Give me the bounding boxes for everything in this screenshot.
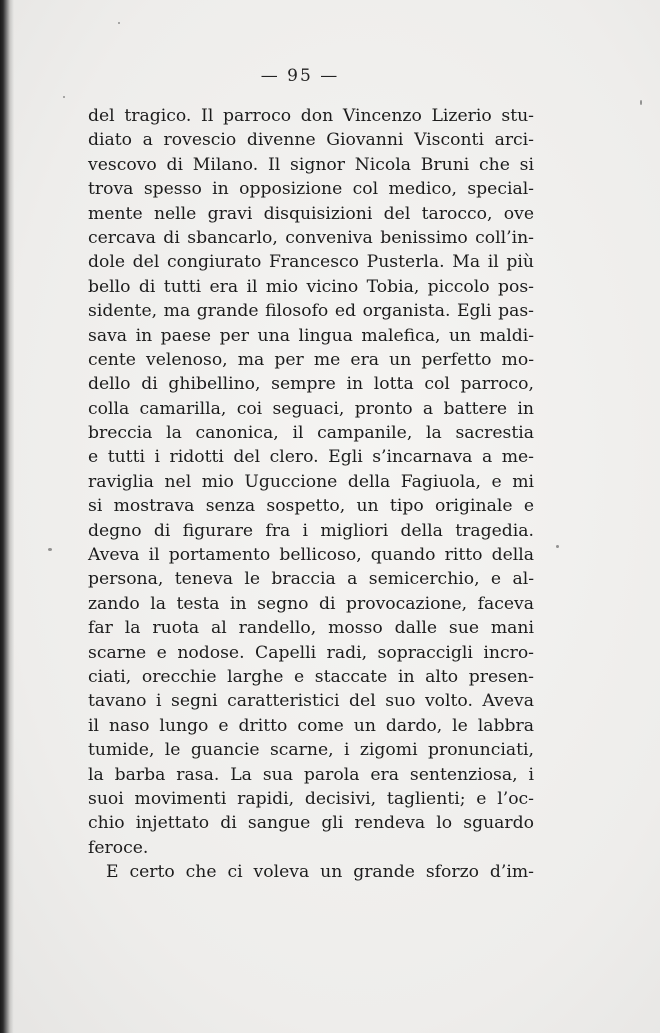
- text-line: cente velenoso, ma per me era un perfetto mo-: [88, 349, 534, 370]
- text-line: scarne e nodose. Capelli radi, sopraccigli incro-: [88, 642, 534, 663]
- text-line: il naso lungo e dritto come un dardo, le labbra: [88, 715, 534, 736]
- text-line: degno di figurare fra i migliori della tragedia.: [88, 520, 534, 541]
- text-line: far la ruota al randello, mosso dalle sue mani: [88, 618, 534, 639]
- text-line: vescovo di Milano. Il signor Nicola Bruni che si: [88, 154, 534, 175]
- paper-speck: [640, 100, 642, 105]
- text-line: bello di tutti era il mio vicino Tobia, piccolo pos-: [88, 276, 534, 297]
- text-line: dole del congiurato Francesco Pusterla. Ma il più: [88, 252, 534, 273]
- text-line: colla camarilla, coi seguaci, pronto a battere in: [88, 398, 534, 419]
- text-line: suoi movimenti rapidi, decisivi, taglienti; e l’oc-: [88, 788, 534, 809]
- text-line: zando la testa in segno di provocazione, faceva: [88, 593, 534, 614]
- text-line: sidente, ma grande filosofo ed organista. Egli pas-: [88, 301, 534, 322]
- text-line: diato a rovescio divenne Giovanni Visconti arci-: [88, 130, 534, 151]
- text-line: chio injettato di sangue gli rendeva lo sguardo: [88, 813, 534, 834]
- text-line: la barba rasa. La sua parola era sentenziosa, i: [88, 764, 534, 785]
- paper-speck: [118, 22, 120, 24]
- page-number: — 95 —: [260, 66, 340, 86]
- text-line: persona, teneva le braccia a semicerchio, e al-: [88, 569, 534, 590]
- text-line: sava in paese per una lingua malefica, un maldi-: [88, 325, 534, 346]
- body-text: [88, 104, 534, 885]
- text-line: del tragico. Il parroco don Vincenzo Lizerio stu-: [88, 106, 534, 126]
- paper-speck: [556, 545, 559, 548]
- text-line-paragraph-end: feroce.: [88, 837, 149, 858]
- paper-speck: [48, 548, 52, 551]
- text-line: ciati, orecchie larghe e staccate in alto presen-: [88, 666, 534, 687]
- text-line: tumide, le guancie scarne, i zigomi pronunciati,: [88, 740, 534, 761]
- text-line: mente nelle gravi disquisizioni del tarocco, ove: [88, 203, 534, 224]
- text-line: dello di ghibellino, sempre in lotta col parroco,: [88, 374, 534, 395]
- text-line: cercava di sbancarlo, conveniva benissimo coll’in-: [88, 227, 534, 248]
- text-line-paragraph-start: E certo che ci voleva un grande sforzo d’im-: [106, 862, 534, 883]
- text-line: breccia la canonica, il campanile, la sacrestia: [88, 423, 534, 444]
- text-line: si mostrava senza sospetto, un tipo originale e: [88, 496, 534, 517]
- text-line: raviglia nel mio Uguccione della Fagiuola, e mi: [88, 471, 534, 492]
- paper-speck: [63, 96, 65, 98]
- text-line: trova spesso in opposizione col medico, special-: [88, 179, 534, 200]
- binding-edge: [0, 0, 14, 1033]
- text-line: tavano i segni caratteristici del suo volto. Aveva: [88, 691, 534, 712]
- text-line: Aveva il portamento bellicoso, quando ritto della: [88, 545, 534, 566]
- text-line: e tutti i ridotti del clero. Egli s’incarnava a me-: [88, 447, 534, 468]
